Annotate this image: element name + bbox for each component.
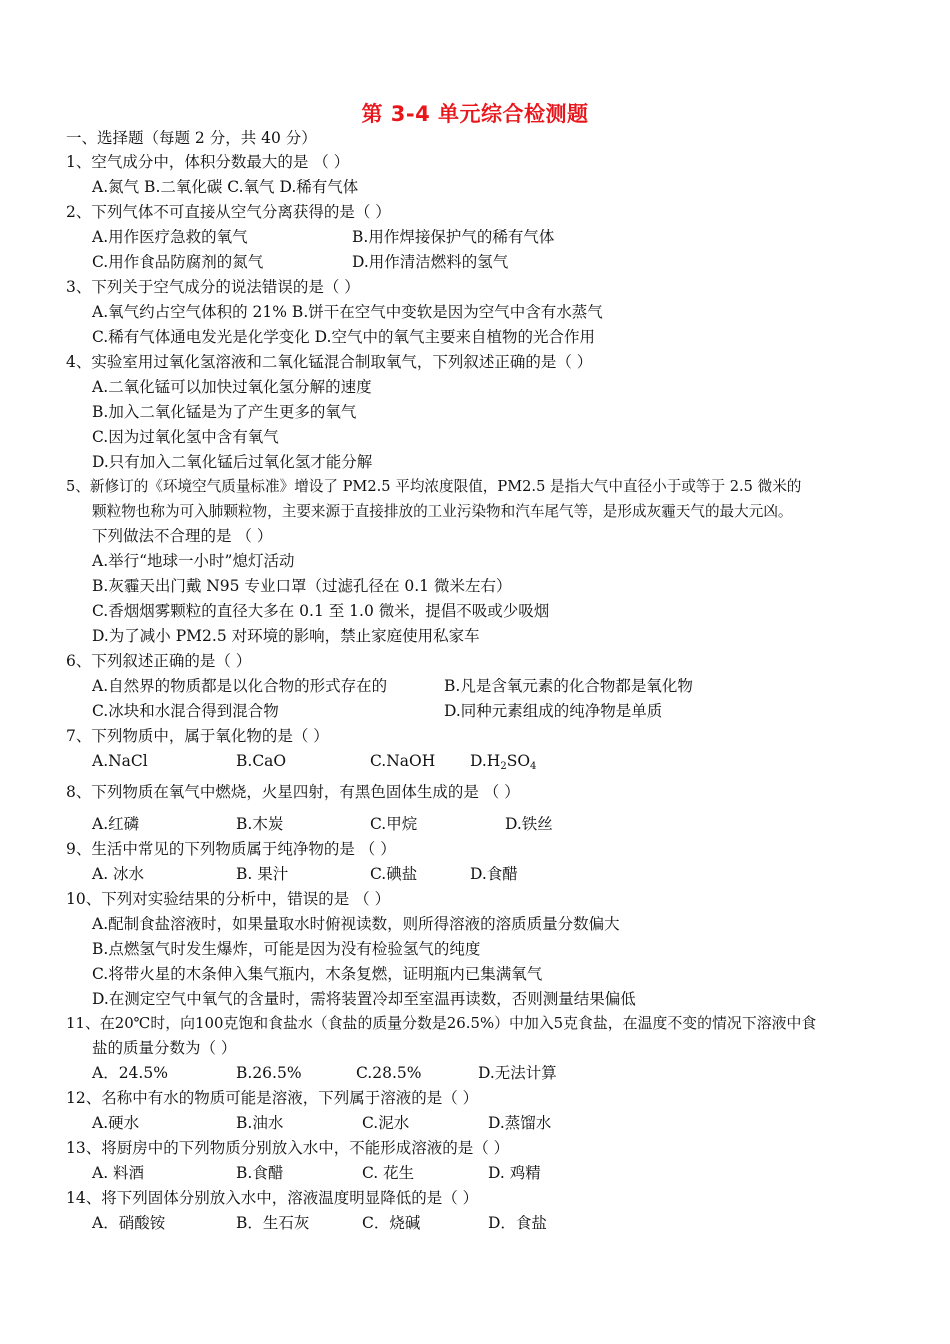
question-14-option-a: A．硝酸铵 [92,1214,166,1232]
question-8-option-c: C.甲烷 [370,815,418,833]
question-4-option-a: A.二氧化锰可以加快过氧化氢分解的速度 [92,378,372,396]
question-5-stem-line3: 下列做法不合理的是 （ ） [92,527,273,545]
question-3-options-ab: A.氧气约占空气体积的 21% B.饼干在空气中变软是因为空气中含有水蒸气 [92,303,603,321]
question-9-stem: 9、生活中常见的下列物质属于纯净物的是 （ ） [66,840,396,858]
section-heading: 一、选择题（每题 2 分，共 40 分） [66,129,317,147]
question-5-stem-line1: 5、新修订的《环境空气质量标准》增设了 PM2.5 平均浓度限值，PM2.5 是指大气中直径小于或等于 2.5 微米的 [66,478,802,495]
question-6-stem: 6、下列叙述正确的是（ ） [66,652,252,670]
question-6-option-a: A.自然界的物质都是以化合物的形式存在的 [92,677,388,695]
question-13-option-d: D. 鸡精 [488,1164,541,1182]
page-title: 第 3-4 单元综合检测题 [361,102,589,126]
question-3-options-cd: C.稀有气体通电发光是化学变化 D.空气中的氧气主要来自植物的光合作用 [92,328,595,346]
question-8-option-b: B.木炭 [236,815,284,833]
question-7-option-d: $D.H_2SO_4$ [470,752,537,772]
question-12-option-b: B.油水 [236,1114,284,1132]
question-12-option-a: A.硬水 [92,1114,140,1132]
question-7-option-b: B.CaO [236,752,287,770]
question-4-option-b: B.加入二氧化锰是为了产生更多的氧气 [92,403,357,421]
question-2-option-d: D.用作清洁燃料的氢气 [352,253,509,271]
question-11-option-b: B.26.5% [236,1064,302,1082]
question-9-option-d: D.食醋 [470,865,518,883]
question-2-option-a: A.用作医疗急救的氧气 [92,228,248,246]
question-12-option-c: C.泥水 [362,1114,410,1132]
question-1-options: A.氮气 B.二氧化碳 C.氧气 D.稀有气体 [92,178,359,196]
question-8-option-d: D.铁丝 [505,815,553,833]
question-4-option-c: C.因为过氧化氢中含有氧气 [92,428,279,446]
question-3-stem: 3、下列关于空气成分的说法错误的是（ ） [66,278,360,296]
question-9-option-b: B. 果汁 [236,865,289,883]
question-13-stem: 13、将厨房中的下列物质分别放入水中，不能形成溶液的是（ ） [66,1139,510,1157]
question-10-option-d: D.在测定空气中氧气的含量时，需将装置冷却至室温再读数，否则测量结果偏低 [92,990,636,1008]
question-9-option-c: C.碘盐 [370,865,418,883]
question-2-option-b: B.用作焊接保护气的稀有气体 [352,228,555,246]
question-6-option-c: C.冰块和水混合得到混合物 [92,702,279,720]
question-8-stem: 8、下列物质在氧气中燃烧，火星四射，有黑色固体生成的是 （ ） [66,783,520,801]
question-4-stem: 4、实验室用过氧化氢溶液和二氧化锰混合制取氧气，下列叙述正确的是（ ） [66,353,593,371]
question-7-stem: 7、下列物质中，属于氧化物的是（ ） [66,727,329,745]
question-14-option-c: C．烧碱 [362,1214,421,1232]
question-14-option-b: B．生石灰 [236,1214,310,1232]
question-2-stem: 2、下列气体不可直接从空气分离获得的是（ ） [66,203,391,221]
question-5-option-c: C.香烟烟雾颗粒的直径大多在 0.1 至 1.0 微米，提倡不吸或少吸烟 [92,602,550,620]
question-10-option-a: A.配制食盐溶液时，如果量取水时俯视读数，则所得溶液的溶质质量分数偏大 [92,915,620,933]
question-5-option-b: B.灰霾天出门戴 N95 专业口罩（过滤孔径在 0.1 微米左右） [92,577,512,595]
question-8-option-a: A.红磷 [92,815,140,833]
question-11-stem-line2: 盐的质量分数为（ ） [92,1039,237,1057]
question-13-option-b: B.食醋 [236,1164,284,1182]
question-11-option-c: C.28.5% [356,1064,422,1082]
question-4-option-d: D.只有加入二氧化锰后过氧化氢才能分解 [92,453,373,471]
question-11-option-d: D.无法计算 [478,1064,557,1082]
question-7-option-a: A.NaCl [92,752,148,770]
question-5-stem-line2: 颗粒物也称为可入肺颗粒物，主要来源于直接排放的工业污染物和汽车尾气等，是形成灰霾天气的最大元凶。 [92,503,793,520]
question-12-stem: 12、名称中有水的物质可能是溶液，下列属于溶液的是（ ） [66,1089,479,1107]
question-1-stem: 1、空气成分中，体积分数最大的是 （ ） [66,153,350,171]
question-11-option-a: A．24.5% [92,1064,168,1082]
question-7-option-c: C.NaOH [370,752,436,770]
question-13-option-a: A. 料酒 [92,1164,145,1182]
question-6-option-b: B.凡是含氧元素的化合物都是氧化物 [444,677,693,695]
question-14-option-d: D．食盐 [488,1214,547,1232]
question-2-option-c: C.用作食品防腐剂的氮气 [92,253,264,271]
question-5-option-a: A.举行“地球一小时”熄灯活动 [92,552,295,570]
question-9-option-a: A. 冰水 [92,865,145,883]
question-14-stem: 14、将下列固体分别放入水中，溶液温度明显降低的是（ ） [66,1189,479,1207]
question-10-option-b: B.点燃氢气时发生爆炸，可能是因为没有检验氢气的纯度 [92,940,481,958]
question-6-option-d: D.同种元素组成的纯净物是单质 [444,702,663,720]
question-11-stem-line1: 11、在20℃时，向100克饱和食盐水（食盐的质量分数是26.5%）中加入5克食盐，在温度不变的情况下溶液中食 [66,1014,817,1032]
question-13-option-c: C. 花生 [362,1164,415,1182]
question-10-option-c: C.将带火星的木条伸入集气瓶内，木条复燃，证明瓶内已集满氧气 [92,965,543,983]
question-10-stem: 10、下列对实验结果的分析中，错误的是 （ ） [66,890,391,908]
question-12-option-d: D.蒸馏水 [488,1114,552,1132]
question-5-option-d: D.为了减小 PM2.5 对环境的影响，禁止家庭使用私家车 [92,627,480,645]
